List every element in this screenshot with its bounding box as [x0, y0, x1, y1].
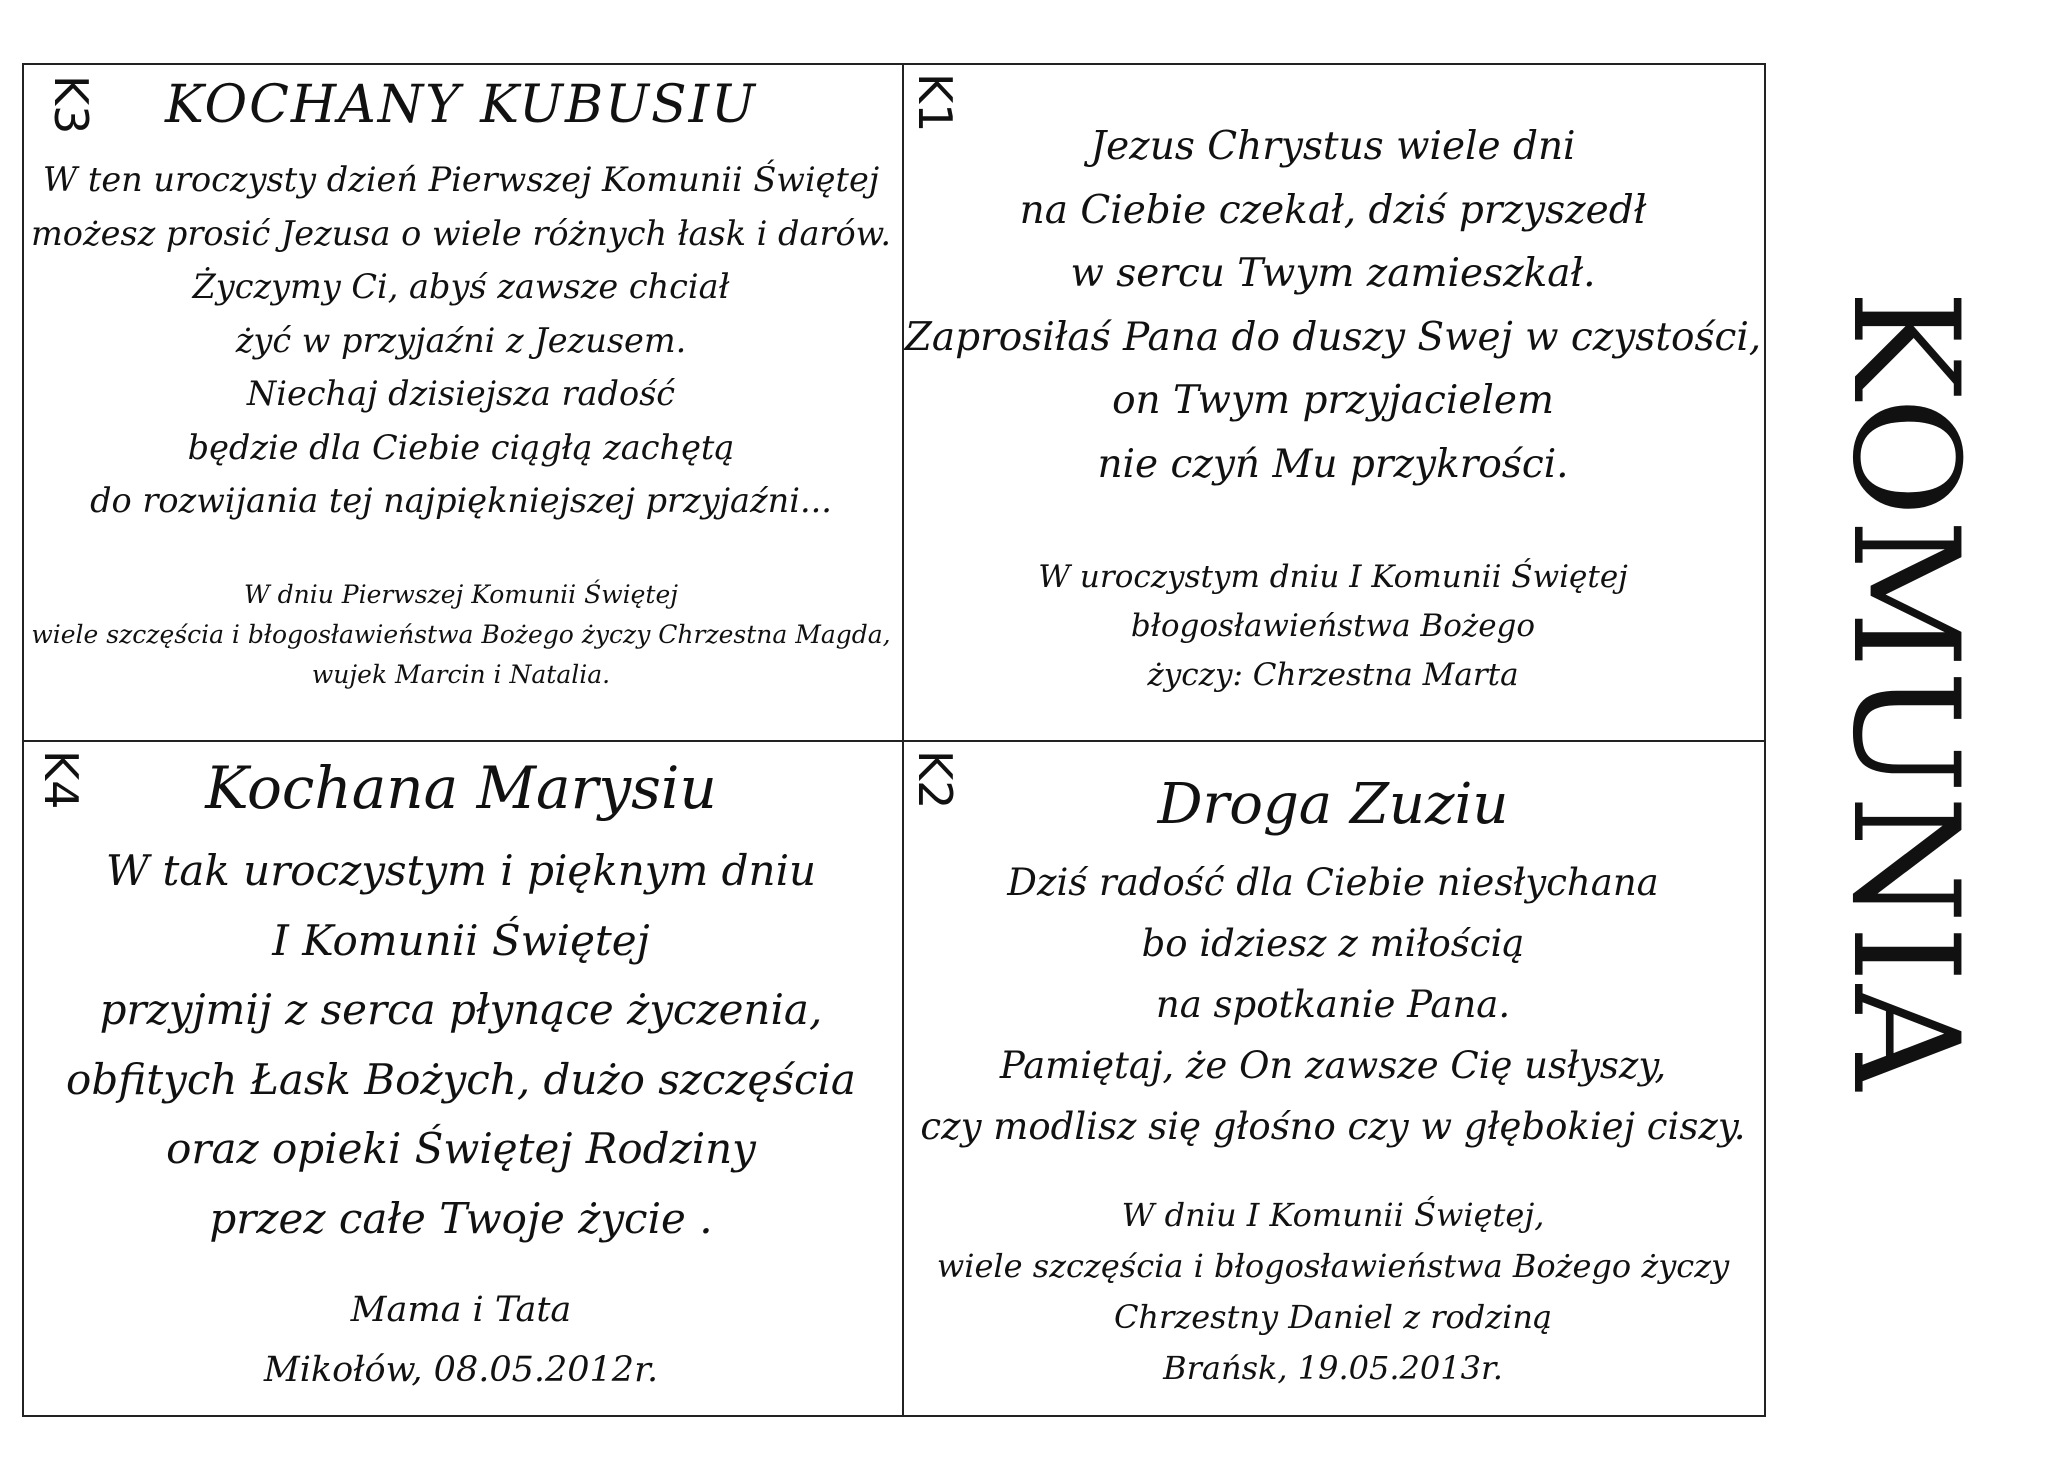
card-code: K4: [34, 750, 88, 810]
card-line: Zaprosiłaś Pana do duszy Swej w czystości,: [904, 314, 1762, 360]
card-line: W ten uroczysty dzień Pierwszej Komunii Świętej: [42, 160, 880, 199]
signature-line: W uroczystym dniu I Komunii Świętej: [1038, 559, 1628, 595]
card-line: w sercu Twym zamieszkał.: [1070, 251, 1596, 296]
card-k4: [22, 740, 900, 1417]
card-body: [22, 836, 900, 1253]
card-line: bo idziesz z miłością: [1141, 922, 1525, 965]
card-signature: [22, 575, 900, 695]
card-line: Niechaj dzisiejsza radość: [246, 374, 676, 413]
card-signature: [900, 553, 1766, 700]
signature-line: wujek Marcin i Natalia.: [311, 660, 611, 689]
card-body: [900, 115, 1766, 496]
card-line: na Ciebie czekał, dziś przyszedł: [1019, 187, 1647, 233]
card-line: W tak uroczystym i pięknym dniu: [105, 846, 817, 895]
card-line: Pamiętaj, że On zawsze Cię usłyszy,: [999, 1044, 1667, 1087]
card-signature: [900, 1190, 1766, 1394]
signature-line: W dniu Pierwszej Komunii Świętej: [243, 580, 679, 609]
card-signature: [22, 1280, 900, 1400]
card-title: KOCHANY KUBUSIU: [165, 75, 757, 135]
signature-line: Chrzestny Daniel z rodziną: [1113, 1298, 1553, 1336]
signature-line: wiele szczęścia i błogosławieństwa Bożego życzy Chrzestna Magda,: [31, 620, 891, 649]
card-code: K3: [44, 75, 98, 135]
card-line: do rozwijania tej najpiękniejszej przyjaźni...: [90, 481, 832, 520]
signature-line: wiele szczęścia i błogosławieństwa Bożego życzy: [936, 1247, 1730, 1285]
card-k2: [900, 740, 1766, 1417]
card-k3: [22, 63, 900, 740]
card-line: przyjmij z serca płynące życzenia,: [99, 985, 823, 1034]
card-body: [900, 852, 1766, 1157]
card-line: oraz opieki Świętej Rodziny: [166, 1124, 756, 1173]
card-line: na spotkanie Pana.: [1155, 983, 1511, 1026]
card-line: Jezus Chrystus wiele dni: [1090, 124, 1576, 169]
signature-line: W dniu I Komunii Świętej,: [1121, 1196, 1545, 1234]
card-title: Droga Zuziu: [1157, 772, 1509, 837]
card-line: I Komunii Świętej: [272, 915, 650, 965]
signature-line: Mikołów, 08.05.2012r.: [263, 1350, 659, 1390]
card-line: nie czyń Mu przykrości.: [1097, 441, 1569, 487]
signature-line: Brańsk, 19.05.2013r.: [1163, 1349, 1503, 1387]
card-body: [22, 153, 900, 528]
card-line: czy modlisz się głośno czy w głębokiej ciszy.: [920, 1105, 1746, 1148]
card-line: obfitych Łask Bożych, dużo szczęścia: [66, 1054, 856, 1104]
signature-line: Mama i Tata: [350, 1290, 572, 1330]
card-k1: [900, 63, 1766, 740]
card-line: Życzymy Ci, abyś zawsze chciał: [192, 267, 730, 306]
signature-line: błogosławieństwa Bożego: [1130, 608, 1536, 644]
card-code: K2: [908, 750, 962, 810]
card-line: przez całe Twoje życie .: [209, 1193, 713, 1243]
card-code: K1: [908, 73, 962, 133]
card-title: Kochana Marysiu: [205, 754, 717, 822]
card-line: możesz prosić Jezusa o wiele różnych łask i darów.: [31, 213, 891, 253]
card-line: żyć w przyjaźni z Jezusem.: [235, 320, 687, 360]
card-line: Dziś radość dla Ciebie niesłychana: [1007, 861, 1659, 904]
card-line: on Twym przyjacielem: [1112, 378, 1554, 423]
card-line: będzie dla Ciebie ciągłą zachętą: [187, 427, 735, 467]
side-title: KOMUNIA: [1820, 290, 1990, 1093]
signature-line: życzy: Chrzestna Marta: [1147, 657, 1519, 693]
